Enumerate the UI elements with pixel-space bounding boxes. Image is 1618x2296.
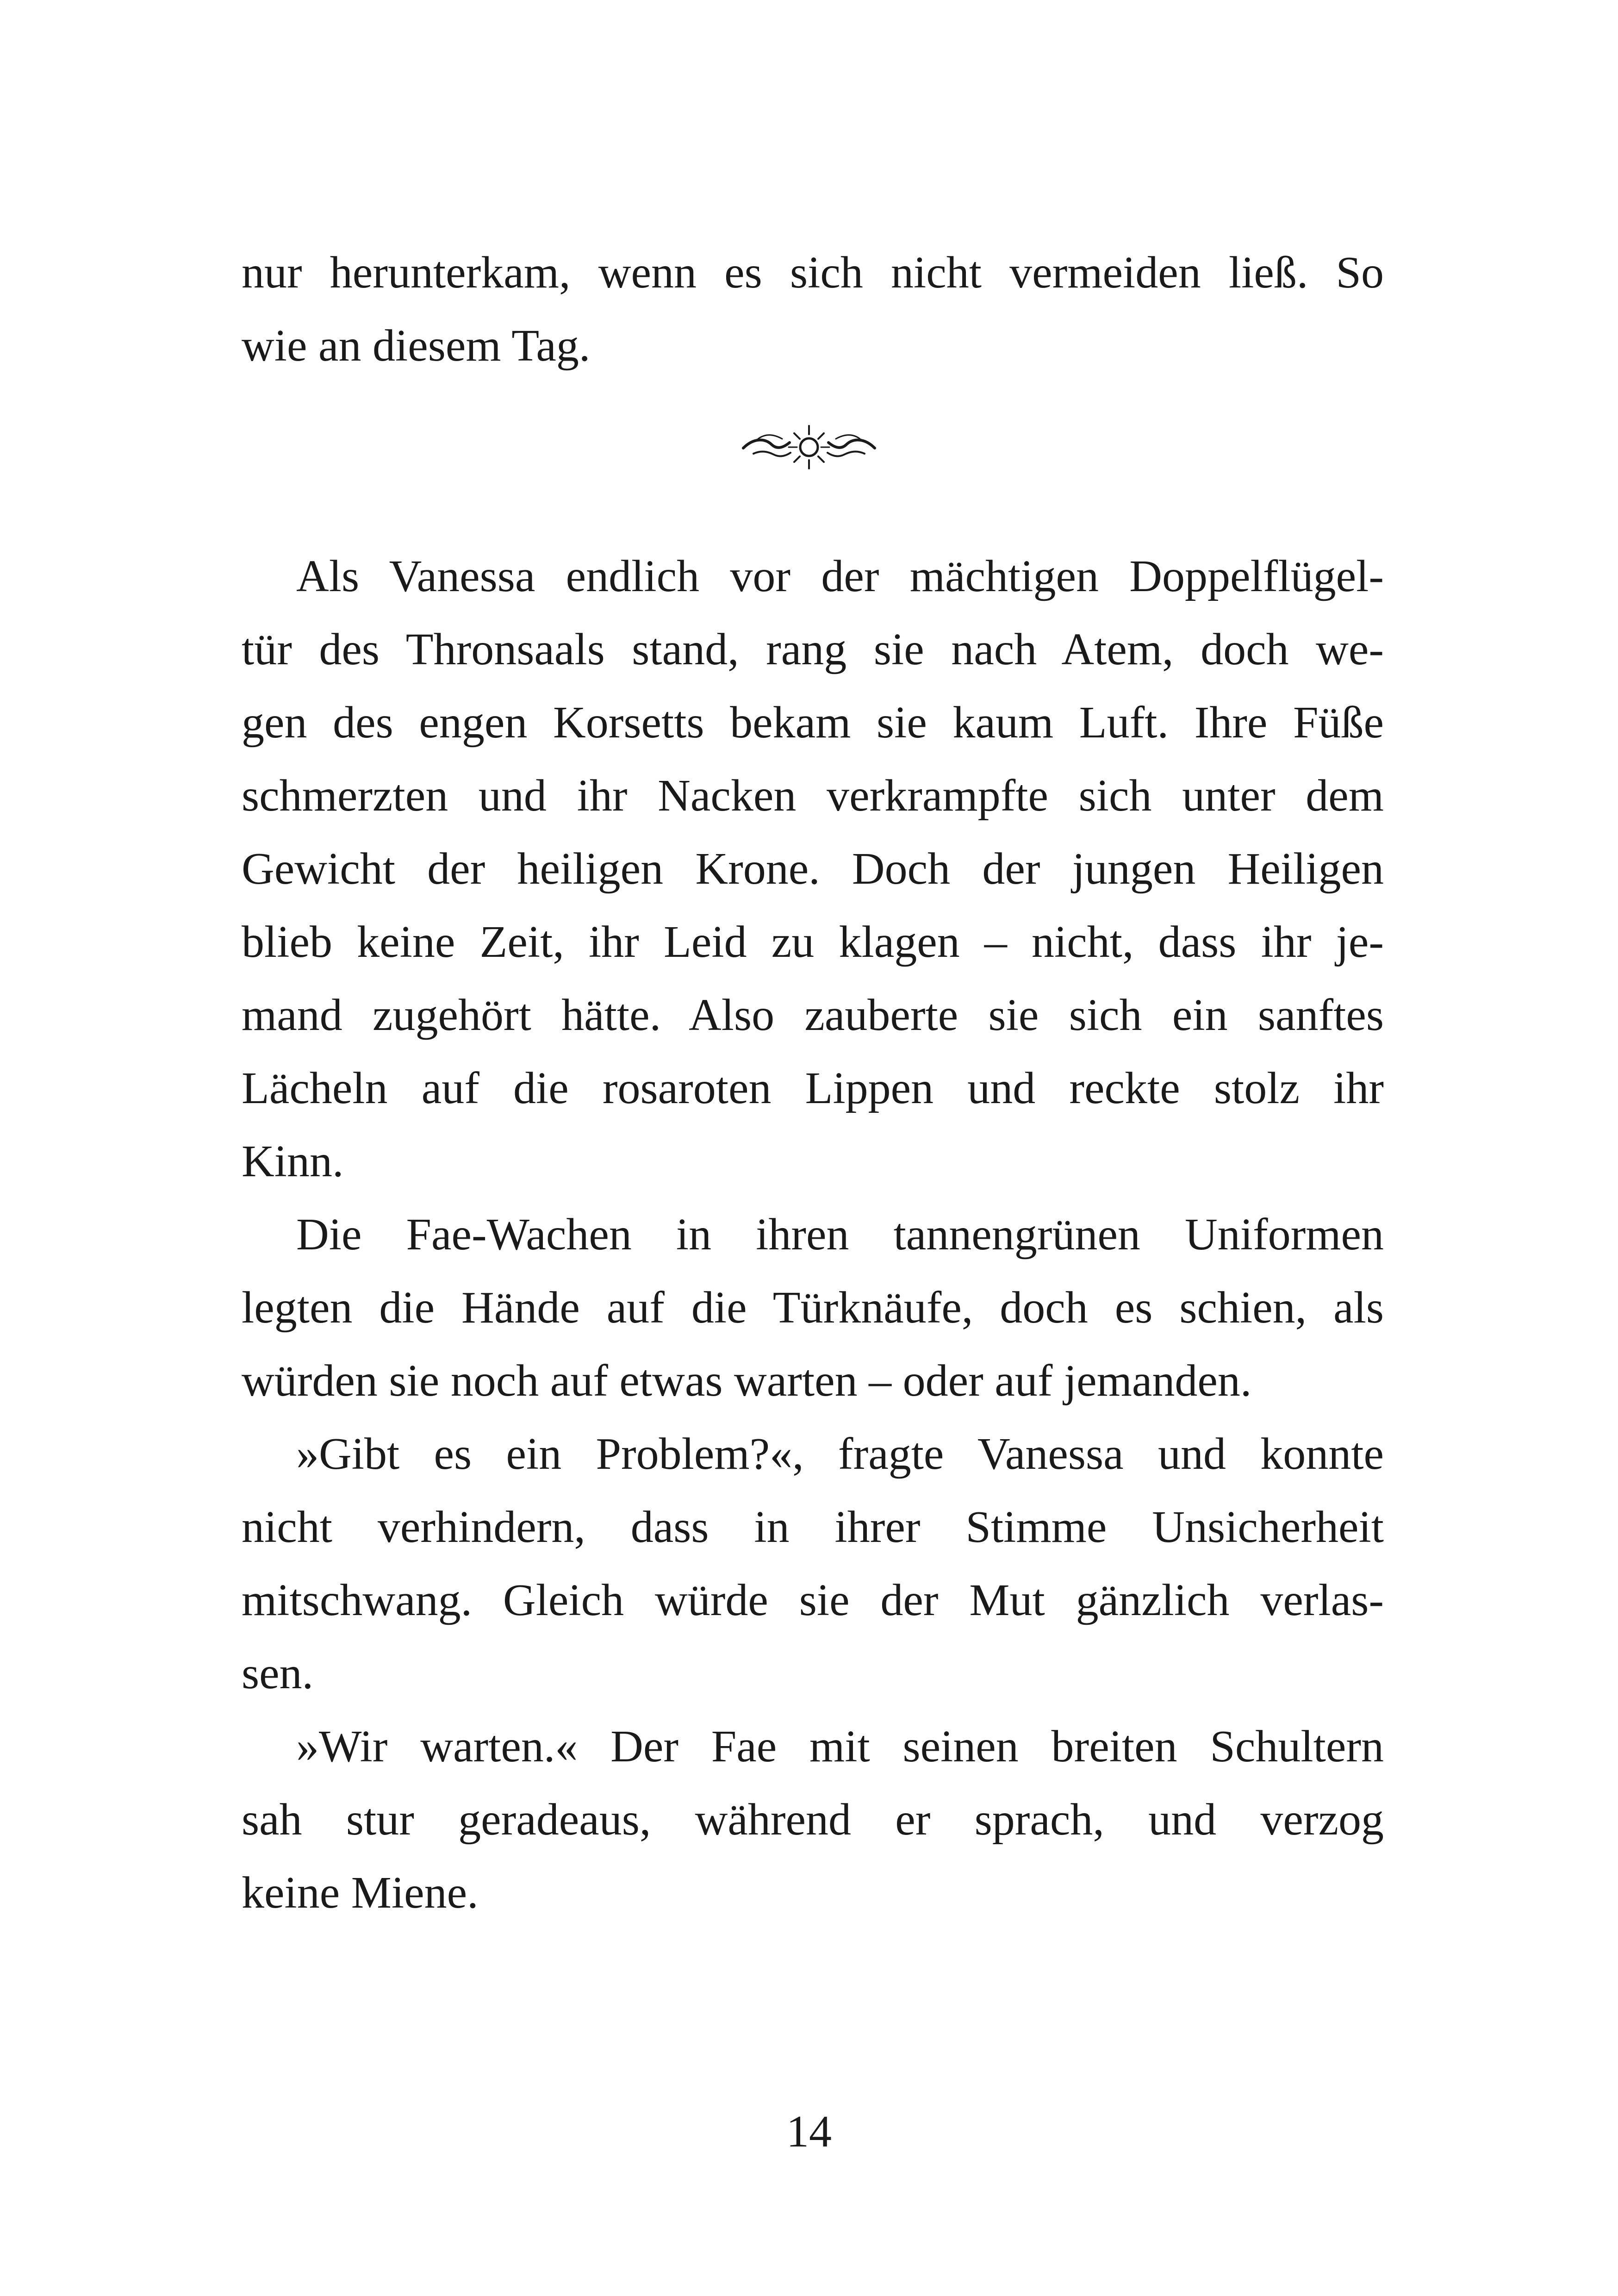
text-line: keine Miene. — [242, 1868, 479, 1918]
text-line: nicht verhindern, dass in ihrer Stimme Unsicherheit — [242, 1502, 1384, 1552]
text-line: tür des Thronsaals stand, rang sie nach Atem, doch we- — [242, 624, 1384, 674]
text-line: Kinn. — [242, 1136, 344, 1186]
text-line: Gewicht der heiligen Krone. Doch der jungen Heiligen — [242, 844, 1384, 894]
text-line: Als Vanessa endlich vor der mächtigen Doppelflügel- — [296, 551, 1384, 601]
page-number: 14 — [786, 2107, 832, 2157]
text-line: nur herunterkam, wenn es sich nicht vermeiden ließ. So — [242, 248, 1384, 298]
text-line: schmerzten und ihr Nacken verkrampfte sich unter dem — [242, 771, 1384, 821]
paragraph — [242, 1198, 1384, 1417]
text-line: legten die Hände auf die Türknäufe, doch es schien, als — [242, 1283, 1384, 1333]
text-line: mand zugehört hätte. Also zauberte sie sich ein sanftes — [242, 990, 1384, 1040]
text-line: mitschwang. Gleich würde sie der Mut gänzlich verlas- — [242, 1575, 1384, 1625]
text-line: Lächeln auf die rosaroten Lippen und reckte stolz ihr — [242, 1063, 1384, 1113]
text-line: Die Fae-Wachen in ihren tannengrünen Uniformen — [296, 1210, 1384, 1260]
text-line: gen des engen Korsetts bekam sie kaum Luft. Ihre Füße — [242, 698, 1384, 748]
main-text — [242, 540, 1384, 1929]
text-line: sen. — [242, 1648, 314, 1698]
text-line: blieb keine Zeit, ihr Leid zu klagen – nicht, dass ihr je- — [242, 917, 1384, 967]
paragraph — [242, 1710, 1384, 1929]
continued-paragraph — [242, 236, 1384, 382]
text-line: würden sie noch auf etwas warten – oder auf jemanden. — [242, 1356, 1252, 1406]
paragraph — [242, 540, 1384, 1198]
text-line: »Wir warten.« Der Fae mit seinen breiten Schultern — [296, 1722, 1384, 1772]
sun-and-waves-ornament-icon — [740, 419, 878, 475]
paragraph — [242, 1417, 1384, 1710]
text-line: »Gibt es ein Problem?«, fragte Vanessa und konnte — [296, 1429, 1384, 1479]
text-line: sah stur geradeaus, während er sprach, und verzog — [242, 1795, 1384, 1845]
text-line: wie an diesem Tag. — [242, 321, 591, 371]
